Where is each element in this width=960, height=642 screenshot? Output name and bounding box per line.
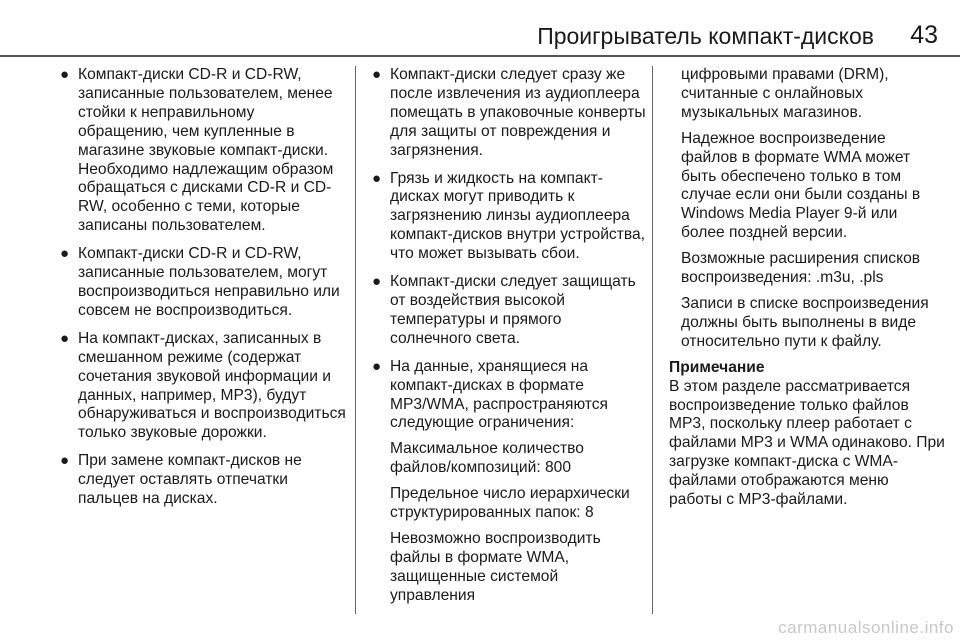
bullet-icon: ● — [372, 273, 382, 291]
limit-item: Максимальное количество файлов/композиций: 800 — [390, 440, 584, 477]
bullet-icon: ● — [60, 245, 70, 263]
bullet-icon: ● — [60, 329, 70, 347]
page-number: 43 — [910, 21, 938, 49]
page-title: Проигрыватель компакт-дисков — [537, 23, 874, 49]
note-body: В этом разделе рассматривается воспроизведение только файлов MP3, поскольку плеер работает с файлами MP3 и WMA одинаково. При загрузке компакт-диска с WMA-файлами отображаются меню работы с MP3-файлами. — [669, 377, 945, 509]
list-item: ● На компакт-дисках, записанных в смешанном режиме (содержат сочетания звуковой информации и данных, например, MP3), будут обнаруживаться и воспроизводиться только звуковые дорожки. — [60, 329, 346, 442]
paragraph: Записи в списке воспроизведения должны быть выполнены в виде относительно пути к файлу. — [681, 294, 929, 350]
list-item: ● Компакт-диски следует защищать от воздействия высокой температуры и прямого солнечного света. — [372, 273, 636, 347]
bullet-list — [364, 66, 646, 433]
bullet-icon: ● — [372, 66, 382, 83]
watermark: carmanualsonline.info — [778, 618, 954, 637]
bullet-icon: ● — [60, 66, 70, 83]
bullet-icon: ● — [60, 452, 70, 470]
column-divider — [652, 66, 653, 614]
list-item: ● Компакт-диски CD-R и CD-RW, записанные пользователем, менее стойки к неправильному обращению, чем купленные в магазине звуковые компакт-диски. Необходимо надлежащим образом обращаться с дисками CD-R и CD-RW, особенно с теми, которые записаны пользователем. — [60, 66, 334, 235]
column-right — [655, 66, 945, 510]
bullet-icon: ● — [372, 357, 382, 375]
note-title: Примечание — [669, 358, 765, 376]
limit-item: Предельное число иерархически структурированных папок: 8 — [390, 485, 630, 522]
paragraph: цифровыми правами (DRM), считанные с онлайновых музыкальных магазинов. — [681, 66, 889, 121]
list-item: ● Компакт-диски CD-R и CD-RW, записанные пользователем, могут воспроизводиться неправильно или совсем не воспроизводиться. — [60, 245, 340, 319]
list-item: ● Компакт-диски следует сразу же после извлечения из аудиоплеера помещать в упаковочные конверты для защиты от повреждения и загрязнения. — [372, 66, 646, 159]
list-item: ● На данные, хранящиеся на компакт-дисках в формате MP3/WMA, распространяются следующие ограничения: — [372, 357, 609, 432]
paragraph: Возможные расширения списков воспроизведения: .m3u, .pls — [681, 250, 921, 287]
list-item: ● При замене компакт-дисков не следует оставлять отпечатки пальцев на дисках. — [60, 452, 302, 508]
note-box — [669, 359, 945, 510]
page-header — [0, 0, 960, 56]
column-left — [52, 66, 348, 518]
limit-item: Невозможно воспроизводить файлы в формате WMA, защищенные системой управления — [390, 529, 601, 604]
header-rule — [0, 55, 960, 57]
list-item: ● Грязь и жидкость на компакт-дисках могут приводить к загрязнению линзы аудиоплеера компакт-дисков внутри устройства, что может вызывать сбои. — [372, 169, 645, 263]
column-middle — [364, 66, 646, 613]
paragraph: Надежное воспроизведение файлов в формате WMA может быть обеспечено только в том случае если они были созданы в Windows Media Player 9-й или более поздней версии. — [681, 129, 921, 242]
bullet-list — [52, 66, 348, 509]
bullet-icon: ● — [372, 169, 382, 187]
column-divider — [355, 66, 356, 614]
